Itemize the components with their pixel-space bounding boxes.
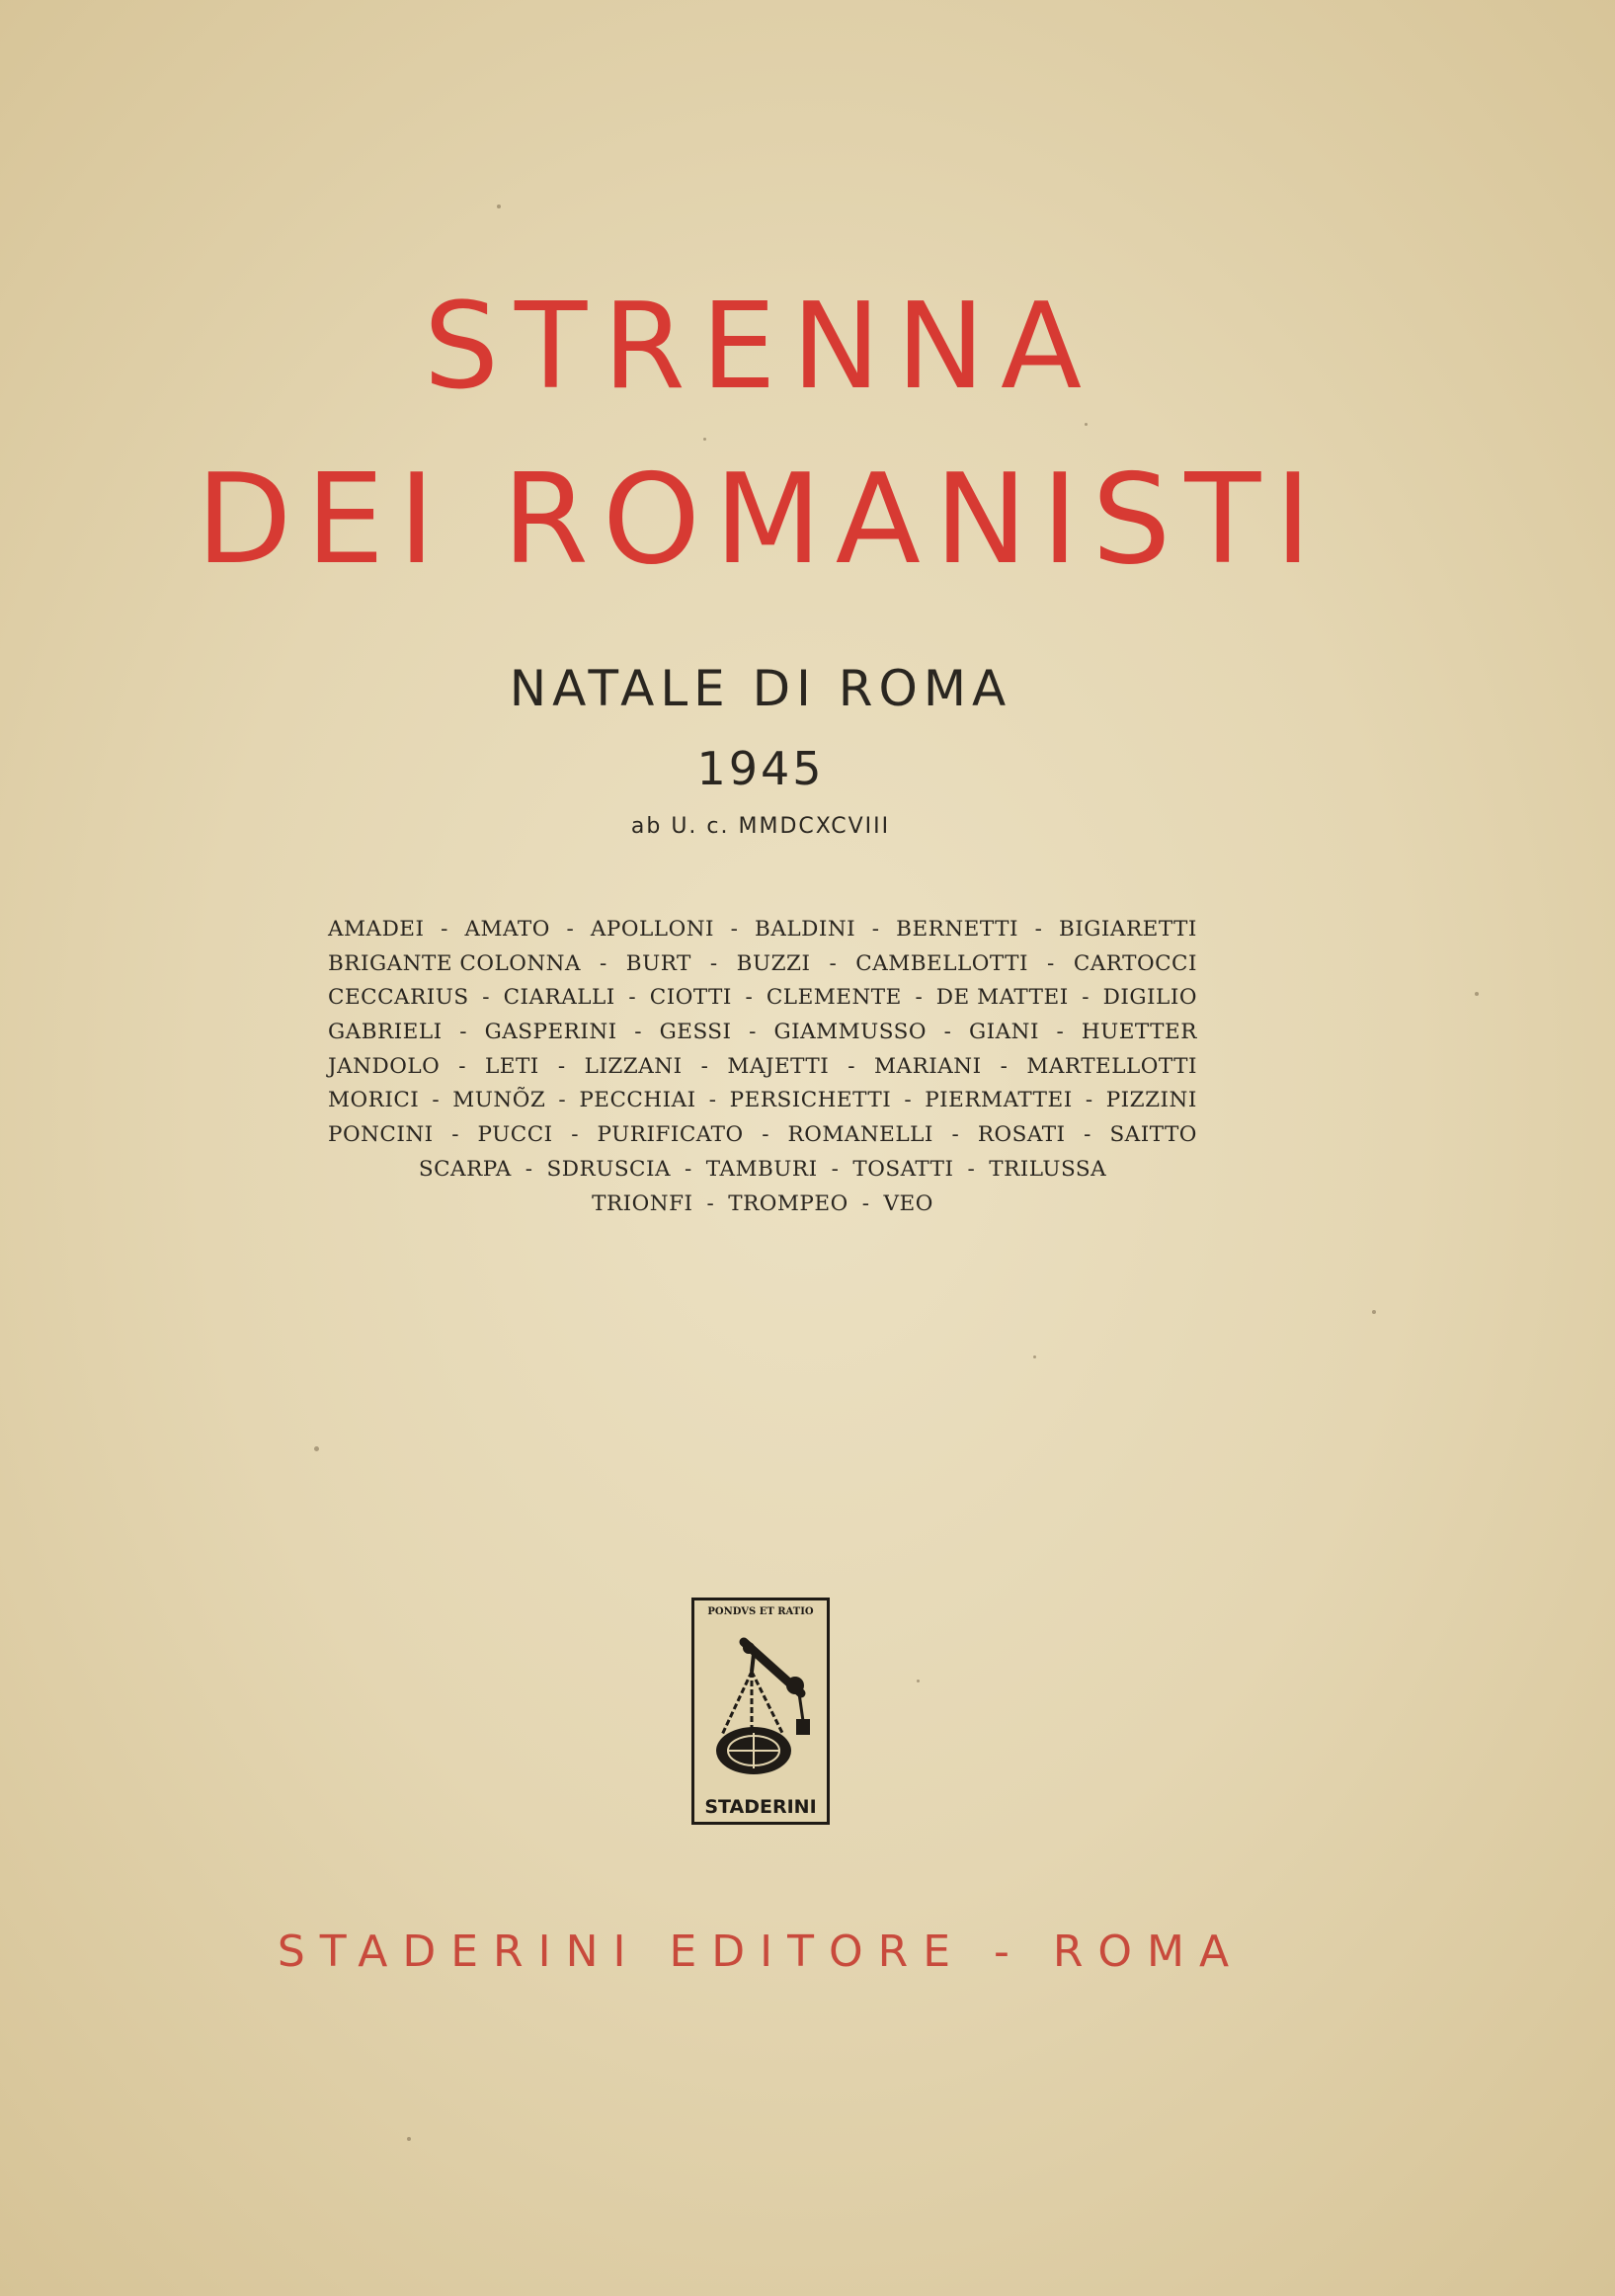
separator: - [600,950,607,976]
separator: - [749,1020,757,1045]
author-name: CAMBELLOTTI [855,950,1029,976]
separator: - [861,1190,870,1216]
separator: - [628,985,637,1011]
separator: - [904,1088,913,1113]
separator: - [1082,985,1090,1011]
author-name: GIANI [968,1020,1039,1045]
author-name: SDRUSCIA [546,1156,672,1182]
author-row [328,951,1197,986]
author-name: DIGILIO [1102,985,1197,1011]
author-name: ROSATI [977,1122,1066,1148]
author-name: GASPERINI [484,1020,617,1045]
separator: - [708,1088,717,1113]
title-line-2: DEI ROMANISTI [196,447,1326,592]
author-row [328,1157,1197,1191]
separator: - [634,1020,642,1045]
author-name: TRILUSSA [989,1156,1107,1182]
separator: - [459,1020,467,1045]
author-row [328,1020,1197,1054]
author-name: APOLLONI [590,917,714,942]
separator: - [700,1053,709,1079]
author-name: MORICI [328,1088,420,1113]
author-name: PERSICHETTI [729,1088,892,1113]
author-list [328,917,1197,1225]
author-row [328,1122,1197,1157]
separator: - [1085,1088,1093,1113]
author-name: CIOTTI [649,985,732,1011]
author-name: GABRIELI [328,1020,443,1045]
steelyard-scale-icon [704,1624,817,1782]
paper-speck [917,1680,920,1682]
occasion-subtitle: NATALE DI ROMA [509,660,1012,717]
author-name: MARTELLOTTI [1026,1053,1197,1079]
author-name: DE MATTEI [935,985,1069,1011]
author-name: MAJETTI [727,1053,830,1079]
separator: - [441,917,448,942]
ab-urbe-condita-date: ab U. c. MMDCXCVIII [630,814,891,839]
author-name: PONCINI [328,1122,434,1148]
separator: - [558,1088,567,1113]
author-name: CARTOCCI [1073,950,1197,976]
author-name: MUNÕZ [452,1088,546,1113]
author-name: BIGIARETTI [1058,917,1197,942]
paper-speck [1033,1355,1036,1358]
separator: - [709,950,718,976]
author-name: MARIANI [874,1053,982,1079]
separator: - [525,1156,533,1182]
separator: - [951,1122,960,1148]
author-row [328,917,1197,951]
author-name: BERNETTI [896,917,1018,942]
author-name: PIERMATTEI [925,1088,1073,1113]
author-name: BURT [625,950,691,976]
author-name: GIAMMUSSO [773,1020,928,1045]
separator: - [432,1088,441,1113]
paper-speck [1372,1310,1376,1314]
separator: - [943,1020,952,1045]
author-name: ROMANELLI [787,1122,933,1148]
separator: - [685,1156,692,1182]
author-row [328,1088,1197,1122]
author-name: HUETTER [1081,1020,1197,1045]
separator: - [1000,1053,1009,1079]
separator: - [458,1053,466,1079]
publisher-logo [691,1598,830,1825]
author-name: GESSI [659,1020,732,1045]
separator: - [745,985,754,1011]
author-name: SAITTO [1109,1122,1197,1148]
separator: - [451,1122,459,1148]
separator: - [566,917,575,942]
separator: - [1047,950,1055,976]
author-row [328,1191,1197,1226]
paper-speck [1085,423,1088,426]
author-name: CECCARIUS [328,985,469,1011]
separator: - [1084,1122,1091,1148]
author-name: CLEMENTE [766,985,902,1011]
paper-speck [703,438,706,441]
separator: - [482,985,490,1011]
separator: - [762,1122,769,1148]
author-name: TAMBURI [705,1156,818,1182]
year: 1945 [696,742,825,795]
author-name: VEO [883,1190,933,1216]
separator: - [571,1122,579,1148]
separator: - [848,1053,856,1079]
author-name: SCARPA [418,1156,512,1182]
author-name: PECCHIAI [579,1088,696,1113]
author-name: PIZZINI [1105,1088,1197,1113]
author-name: TROMPEO [728,1190,848,1216]
paper-speck [314,1446,319,1451]
separator: - [557,1053,566,1079]
author-name: TRIONFI [592,1190,693,1216]
paper-speck [1475,992,1479,996]
title-line-1: STRENNA [423,279,1098,416]
author-name: AMADEI [328,917,425,942]
author-name: TOSATTI [852,1156,954,1182]
paper-speck [407,2137,411,2141]
author-row [328,985,1197,1020]
separator: - [831,1156,840,1182]
separator: - [871,917,880,942]
logo-motto: PONDVS ET RATIO [707,1606,814,1617]
separator: - [829,950,838,976]
author-name: JANDOLO [328,1053,441,1079]
separator: - [1056,1020,1065,1045]
author-name: BUZZI [736,950,811,976]
author-name: AMATO [464,917,550,942]
separator: - [706,1190,715,1216]
paper-speck [497,205,501,208]
author-row [328,1054,1197,1089]
separator: - [915,985,924,1011]
author-name: PURIFICATO [597,1122,744,1148]
author-name: BALDINI [755,917,856,942]
separator: - [1034,917,1043,942]
author-name: BRIGANTE COLONNA [328,950,581,976]
author-name: LIZZANI [584,1053,683,1079]
logo-name: STADERINI [704,1796,817,1818]
author-name: CIARALLI [503,985,615,1011]
publisher-imprint: STADERINI EDITORE - ROMA [277,1927,1245,1977]
author-name: LETI [485,1053,539,1079]
separator: - [730,917,739,942]
separator: - [967,1156,976,1182]
author-name: PUCCI [477,1122,553,1148]
